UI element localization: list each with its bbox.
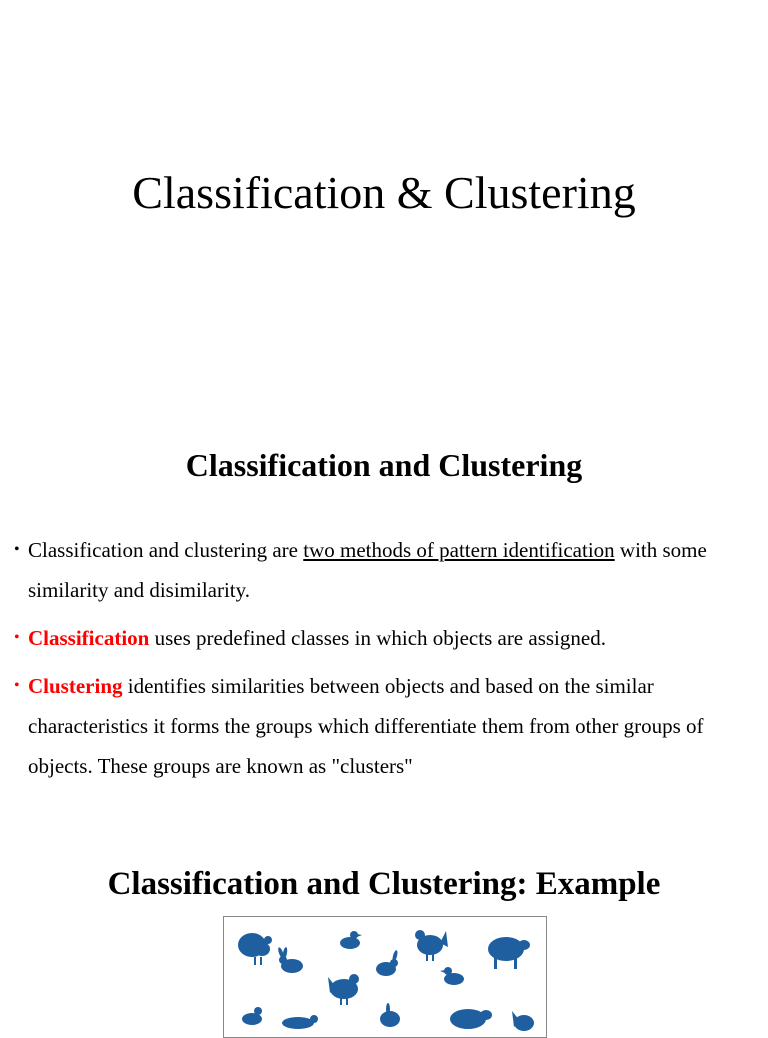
- animals-illustration: [224, 917, 546, 1037]
- rabbit-icon: [277, 947, 303, 973]
- example-slide: [0, 848, 768, 1024]
- duck-icon: [440, 967, 464, 985]
- rooster-icon: [415, 930, 448, 961]
- bullet-text: identifies similarities between objects and based on the similar characteristics it forms the groups which differentiate them from other groups of objects. These groups are known as "clusters": [28, 674, 704, 778]
- bullet-list: [14, 530, 754, 794]
- page-title: Classification & Clustering: [132, 167, 636, 218]
- rooster-icon: [328, 974, 359, 1005]
- bullet-dot-icon: •: [14, 629, 20, 646]
- bullet-clustering: [14, 666, 754, 786]
- example-heading: Classification and Clustering: Example: [107, 866, 661, 902]
- sheep-icon: [450, 1009, 492, 1029]
- bullet-methods: [14, 530, 754, 610]
- section-heading: Classification and Clustering: [185, 447, 583, 483]
- sheep-icon: [488, 937, 530, 969]
- rooster-icon: [512, 1011, 534, 1031]
- turkey-icon: [238, 933, 272, 965]
- duck-icon: [340, 931, 362, 949]
- bullet-classification: [14, 618, 754, 658]
- rabbit-icon: [376, 950, 398, 976]
- bullet-text: uses predefined classes in which objects are assigned.: [149, 626, 606, 650]
- underlined-phrase: two methods of pattern identification: [303, 538, 615, 562]
- bullet-dot-icon: •: [14, 541, 20, 558]
- bullet-text: with some similarity and disimilarity.: [28, 538, 707, 602]
- keyword-clustering: Clustering: [28, 674, 123, 698]
- keyword-classification: Classification: [28, 626, 150, 650]
- definitions-slide: [0, 432, 768, 812]
- duck-icon: [242, 1007, 262, 1025]
- rabbit-icon: [380, 1003, 400, 1027]
- animals-image: [223, 916, 547, 1038]
- bullet-dot-icon: •: [14, 677, 20, 694]
- rabbit-icon: [282, 1015, 318, 1029]
- title-slide: [0, 0, 768, 384]
- bullet-text: Classification and clustering are: [28, 538, 304, 562]
